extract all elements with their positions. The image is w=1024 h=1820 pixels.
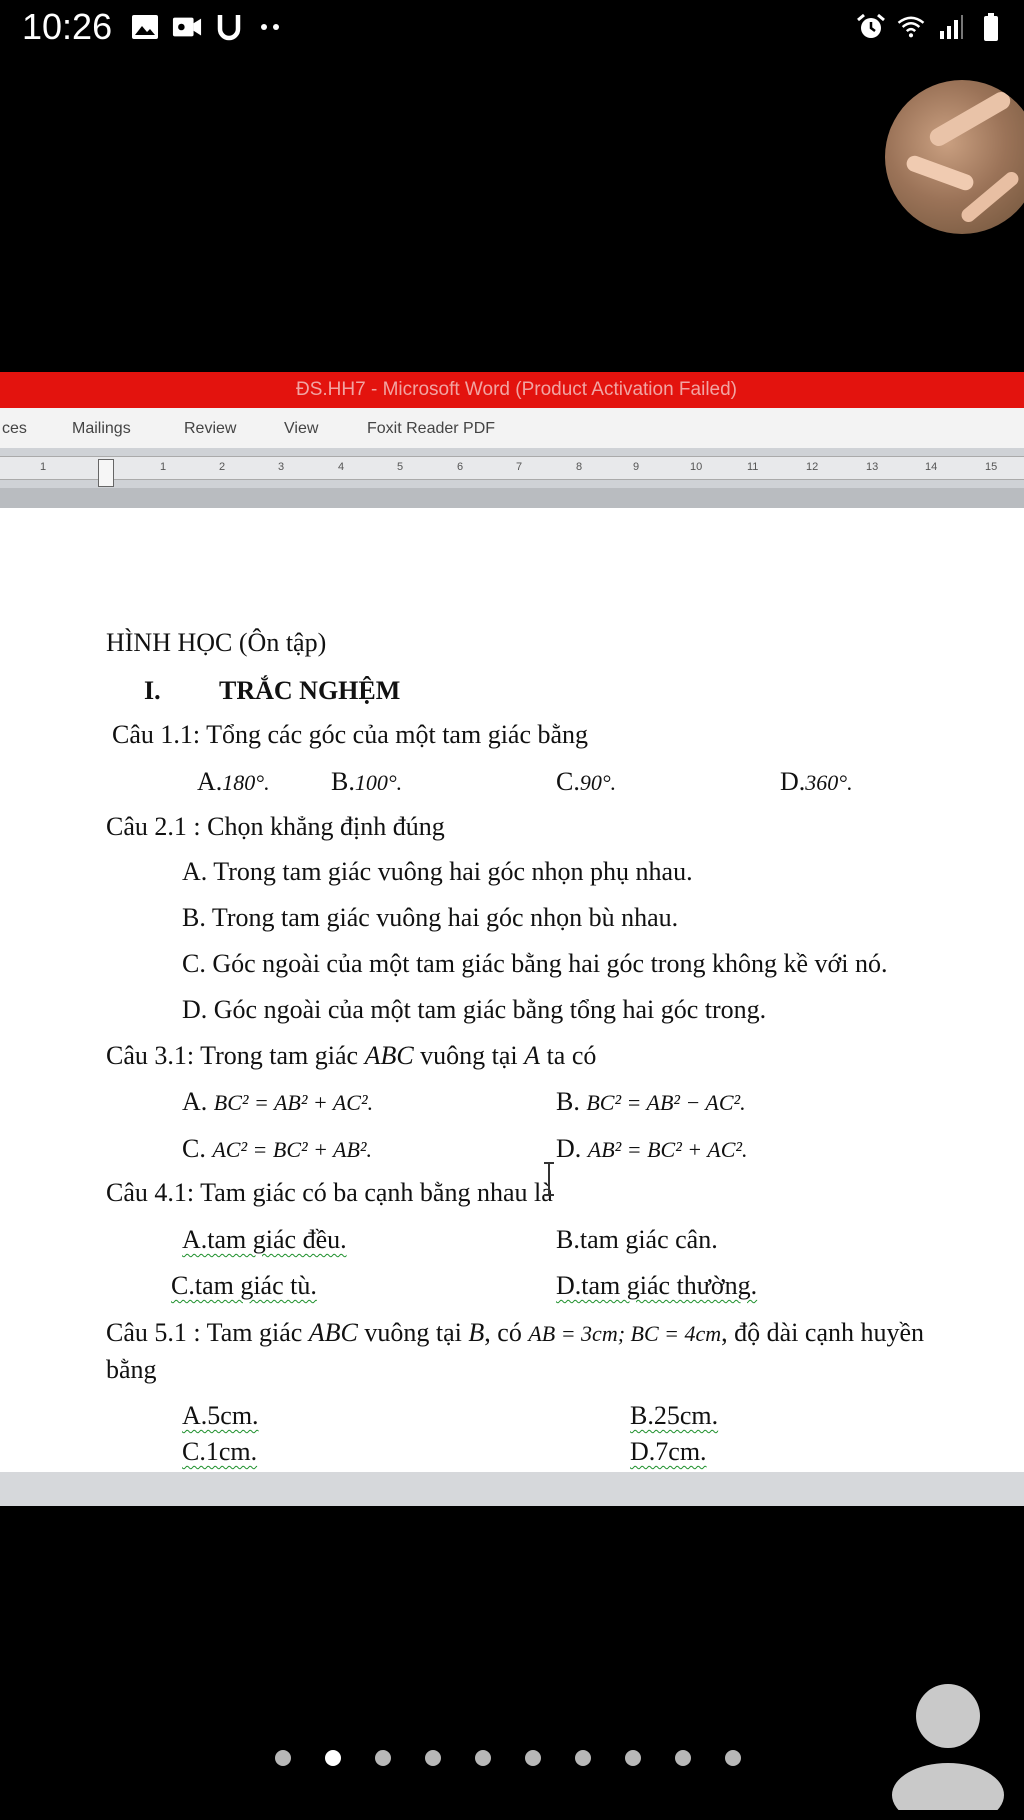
tab-mailings[interactable]: Mailings <box>72 420 131 437</box>
ruler-number: 13 <box>866 461 879 473</box>
ribbon-tabs <box>0 408 1024 448</box>
page-dot[interactable] <box>275 1750 291 1766</box>
wifi-icon <box>896 12 926 42</box>
question-5: Câu 5.1 : Tam giác ABC vuông tại B, có AB = 3cm; BC = 4cm, độ dài cạnh huyền <box>106 1318 925 1347</box>
more-dots-icon <box>256 12 286 42</box>
ruler-number: 4 <box>338 461 345 473</box>
q4-option-b: B.tam giác cân. <box>556 1225 718 1254</box>
battery-icon <box>976 12 1006 42</box>
ruler-number: 8 <box>576 461 583 473</box>
ruler-number: 1 <box>160 461 167 473</box>
status-bar <box>0 0 1024 60</box>
ruler-number: 10 <box>690 461 703 473</box>
question-1: Câu 1.1: Tổng các góc của một tam giác bằng <box>112 720 589 749</box>
q2-option-c: C. Góc ngoài của một tam giác bằng hai góc trong không kề với nó. <box>182 949 888 978</box>
status-time: 10:26 <box>22 6 113 47</box>
tab-view[interactable]: View <box>284 420 319 437</box>
q1-option-d: D.360°. <box>780 767 853 796</box>
tab-references-partial[interactable]: ces <box>2 420 27 437</box>
question-4: Câu 4.1: Tam giác có ba cạnh bằng nhau là <box>106 1178 553 1207</box>
page-dot[interactable] <box>575 1750 591 1766</box>
image-icon <box>130 12 160 42</box>
q5-option-d: D.7cm. <box>630 1437 707 1466</box>
q3-option-a: A. BC² = AB² + AC². <box>182 1087 374 1116</box>
page-dot[interactable] <box>625 1750 641 1766</box>
question-5-line2: bằng <box>106 1355 157 1384</box>
q5-option-c: C.1cm. <box>182 1437 258 1466</box>
q5-option-a: A.5cm. <box>182 1401 259 1430</box>
alarm-icon <box>856 12 886 42</box>
q2-option-b: B. Trong tam giác vuông hai góc nhọn bù nhau. <box>182 903 679 932</box>
q1-option-b: B.100°. <box>331 767 403 796</box>
status-icons-right <box>856 12 1006 42</box>
ruler-strip <box>0 456 1024 480</box>
ruler-number: 6 <box>457 461 464 473</box>
q4-option-a: A.tam giác đều. <box>182 1225 347 1254</box>
word-status-bar <box>0 1472 1024 1506</box>
video-icon <box>172 12 202 42</box>
q2-option-a: A. Trong tam giác vuông hai góc nhọn phụ nhau. <box>182 857 693 886</box>
participant-avatar-icon[interactable] <box>890 1680 1020 1810</box>
ruler <box>0 448 1024 508</box>
ruler-number: 2 <box>219 461 226 473</box>
q3-option-b: B. BC² = AB² − AC². <box>556 1087 746 1116</box>
page-dot[interactable] <box>475 1750 491 1766</box>
q1-option-a: A.180°. <box>197 767 270 796</box>
page-dot[interactable] <box>725 1750 741 1766</box>
q4-option-c: C.tam giác tù. <box>171 1271 317 1300</box>
ruler-number: 12 <box>806 461 819 473</box>
question-3: Câu 3.1: Trong tam giác ABC vuông tại A ta có <box>106 1041 597 1070</box>
ruler-number: 7 <box>516 461 523 473</box>
q3-option-c: C. AC² = BC² + AB². <box>182 1134 373 1163</box>
ruler-number: 9 <box>633 461 640 473</box>
camera-bubble[interactable] <box>885 80 1024 234</box>
ruler-number: 15 <box>985 461 998 473</box>
q4-option-d: D.tam giác thường. <box>556 1271 758 1300</box>
text-cursor-icon <box>542 1162 556 1196</box>
question-2: Câu 2.1 : Chọn khẳng định đúng <box>106 812 445 841</box>
q1-option-c: C.90°. <box>556 767 617 796</box>
section-number: I. <box>144 676 161 705</box>
u-icon <box>214 12 244 42</box>
q3-option-d: D. AB² = BC² + AC². <box>556 1134 748 1163</box>
ruler-number: 11 <box>747 461 759 473</box>
ruler-number: 1 <box>40 461 47 473</box>
section-title: TRẮC NGHỆM <box>219 676 401 705</box>
page-dot[interactable] <box>425 1750 441 1766</box>
page-dot[interactable] <box>375 1750 391 1766</box>
page-dot[interactable] <box>675 1750 691 1766</box>
ruler-number: 3 <box>278 461 285 473</box>
ruler-number: 5 <box>397 461 404 473</box>
tab-review[interactable]: Review <box>184 420 237 437</box>
signal-icon <box>936 12 966 42</box>
q5-option-b: B.25cm. <box>630 1401 719 1430</box>
status-icons-left <box>130 12 286 42</box>
page-indicator <box>275 1750 741 1766</box>
word-title-bar <box>0 372 1024 408</box>
doc-heading: HÌNH HỌC (Ôn tập) <box>106 628 327 657</box>
tab-foxit-reader-pdf[interactable]: Foxit Reader PDF <box>367 420 496 437</box>
page-dot-active[interactable] <box>325 1750 341 1766</box>
window-title: ĐS.HH7 - Microsoft Word (Product Activation Failed) <box>296 379 738 400</box>
indent-marker[interactable] <box>98 459 114 487</box>
page-dot[interactable] <box>525 1750 541 1766</box>
q2-option-d: D. Góc ngoài của một tam giác bằng tổng hai góc trong. <box>182 995 767 1024</box>
ruler-number: 14 <box>925 461 938 473</box>
